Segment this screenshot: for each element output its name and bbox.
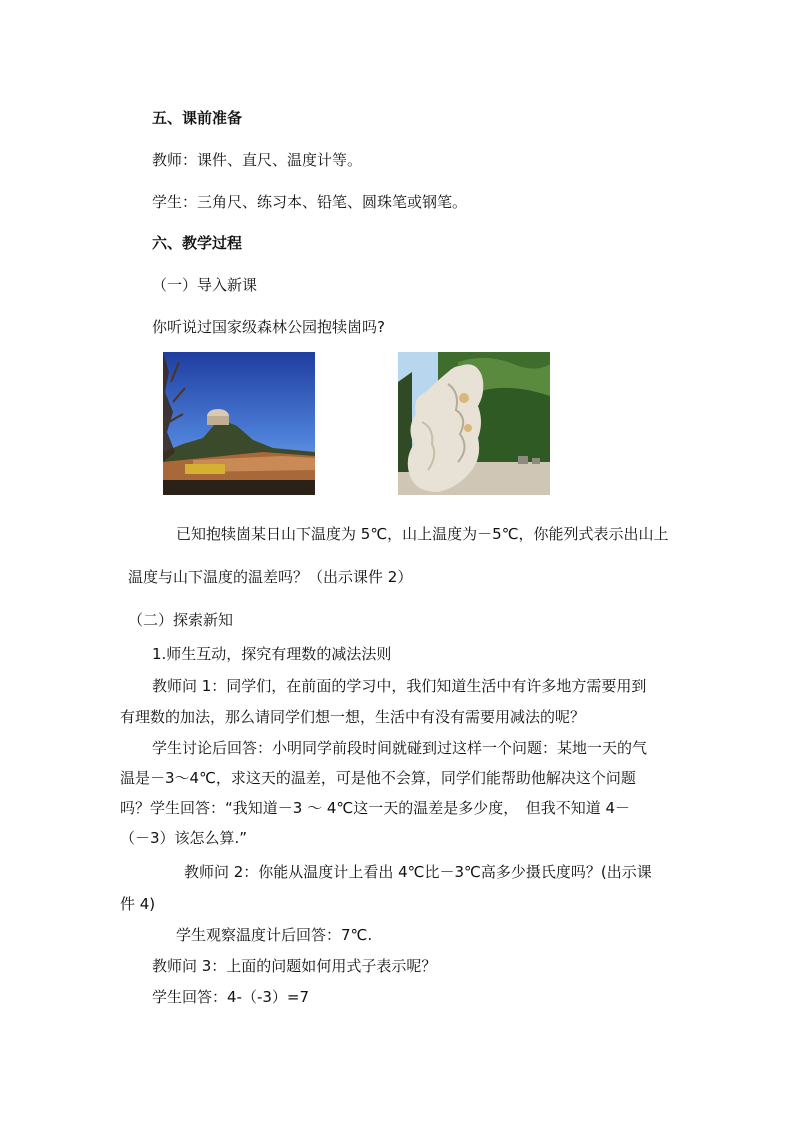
student-observation-answer: 学生观察温度计后回答：7℃. [176, 926, 373, 944]
student-discussion-line4: （－3）该怎么算.” [120, 829, 248, 847]
section-heading-preparation: 五、课前准备 [152, 109, 243, 127]
item-1-heading: 1.师生互动，探究有理数的减法法则 [152, 645, 392, 663]
teacher-question-2-line2: 件 4) [120, 895, 156, 913]
student-discussion-line2: 温是－3～4℃，求这天的温差，可是他不会算，同学们能帮助他解决这个问题 [120, 769, 636, 787]
teacher-question-1-line2: 有理数的加法，那么请同学们想一想，生活中有没有需要用减法的呢？ [120, 708, 586, 726]
introduction-question: 你听说过国家级森林公园抱犊崮吗? [152, 318, 385, 336]
mountain-photo [163, 352, 315, 495]
teacher-question-3: 教师问 3：上面的问题如何用式子表示呢？ [152, 957, 437, 975]
teacher-question-1-line1: 教师问 1：同学们，在前面的学习中，我们知道生活中有许多地方需要用到 [152, 677, 647, 695]
subheading-explore: （二）探索新知 [128, 611, 234, 629]
temperature-problem-line1: 已知抱犊崮某日山下温度为 5℃，山上温度为－5℃，你能列式表示出山上 [176, 525, 669, 543]
temperature-problem-line2: 温度与山下温度的温差吗？（出示课件 2） [128, 568, 413, 586]
subheading-introduction: （一）导入新课 [152, 276, 258, 294]
student-preparation-text: 学生：三角尺、练习本、铅笔、圆珠笔或钢笔。 [152, 193, 468, 211]
teacher-question-2-line1: 教师问 2：你能从温度计上看出 4℃比－3℃高多少摄氏度吗？(出示课 [184, 863, 652, 881]
student-answer-equation: 学生回答：4-（-3）=7 [152, 988, 310, 1006]
rock-sculpture-photo [398, 352, 550, 495]
section-heading-teaching-process: 六、教学过程 [152, 234, 243, 252]
teacher-preparation-text: 教师：课件、直尺、温度计等。 [152, 151, 363, 169]
student-discussion-line3: 吗？学生回答：“我知道－3 ～ 4℃这一天的温差是多少度， 但我不知道 4－ [120, 799, 631, 817]
student-discussion-line1: 学生讨论后回答：小明同学前段时间就碰到过这样一个问题：某地一天的气 [152, 739, 648, 757]
